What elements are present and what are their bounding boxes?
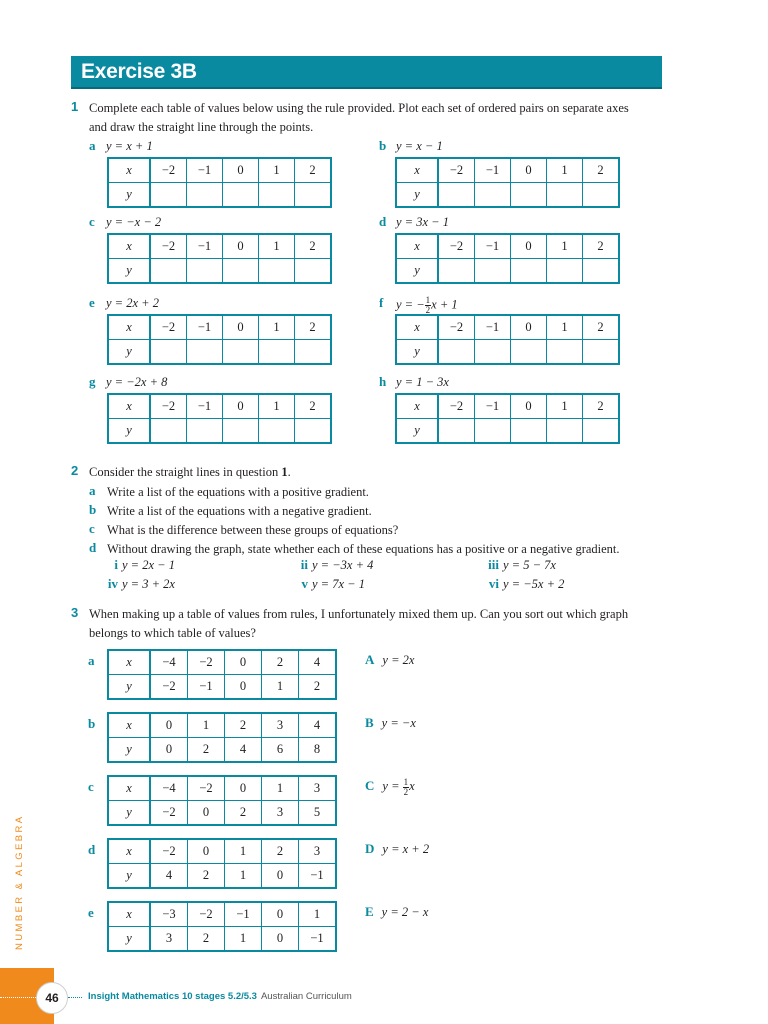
table-cell-y: −2 — [150, 801, 188, 826]
table-cell-x: 2 — [583, 234, 620, 259]
question-2-intro-end: . — [287, 465, 291, 479]
table-cell-y — [187, 419, 223, 444]
question-1-f-table — [395, 314, 620, 365]
table-cell-x: 0 — [511, 315, 547, 340]
question-3-rule — [365, 904, 428, 920]
table-cell-y — [583, 183, 620, 208]
table-cell-y — [295, 419, 332, 444]
table-cell-y: 0 — [188, 801, 225, 826]
table-cell-x: −3 — [150, 902, 188, 927]
table-row-y — [108, 259, 331, 284]
table-cell-x: −1 — [475, 394, 511, 419]
table-cell-x: −2 — [438, 234, 475, 259]
table-cell-x: 1 — [259, 158, 295, 183]
question-3-table-label: c — [88, 779, 94, 794]
fraction-numerator: 1 — [403, 777, 409, 787]
table-cell-x: 2 — [583, 315, 620, 340]
question-3-table-label: e — [88, 905, 94, 920]
table-cell-y — [511, 419, 547, 444]
table-cell-x: 2 — [262, 650, 299, 675]
question-2-item-label: c — [89, 521, 95, 536]
table-cell-x: 0 — [223, 158, 259, 183]
table-cell-x: −1 — [475, 158, 511, 183]
table-cell-x: 3 — [299, 776, 337, 801]
table-row-y — [108, 738, 336, 763]
question-1-part-label: a — [89, 138, 96, 153]
question-1-part-label: b — [379, 138, 387, 153]
question-2-equation-label: v — [301, 576, 308, 591]
question-2-number: 2 — [71, 463, 79, 478]
table-row-x — [396, 394, 619, 419]
rule-prefix: y = − — [396, 297, 425, 312]
table-header-x: x — [108, 776, 150, 801]
question-3-table-label: b — [88, 716, 96, 731]
question-1-part-label: f — [379, 295, 384, 310]
table-cell-x: 1 — [299, 902, 337, 927]
question-1-part-label: g — [89, 374, 96, 389]
table-row-y — [108, 340, 331, 365]
question-3-b-table — [107, 712, 337, 763]
table-cell-y — [259, 340, 295, 365]
question-2-item-text: Write a list of the equations with a positive gradient. — [107, 485, 369, 499]
table-cell-x: −2 — [150, 234, 187, 259]
table-cell-x: 1 — [547, 234, 583, 259]
table-cell-x: −1 — [187, 315, 223, 340]
table-row-x — [108, 158, 331, 183]
question-3-rule — [365, 778, 415, 797]
table-cell-x: −2 — [188, 650, 225, 675]
table-row-y — [396, 340, 619, 365]
table-cell-y — [223, 419, 259, 444]
table-row-x — [108, 776, 336, 801]
table-row-x — [108, 839, 336, 864]
fraction-denominator: 2 — [425, 305, 431, 315]
table-cell-x: 0 — [225, 776, 262, 801]
footer-dotted-connector — [68, 997, 82, 998]
table-cell-x: 0 — [511, 158, 547, 183]
question-1-rule: y = 3x − 1 — [396, 215, 449, 229]
table-header-y: y — [108, 675, 150, 700]
question-3-rule-equation: y = −x — [381, 716, 416, 730]
table-cell-y — [547, 340, 583, 365]
table-cell-x: 2 — [295, 315, 332, 340]
table-row-x — [108, 650, 336, 675]
table-cell-y — [583, 340, 620, 365]
question-1-part-label: h — [379, 374, 387, 389]
table-cell-y — [150, 340, 187, 365]
question-2-equation-label: iii — [488, 557, 499, 572]
question-3-a-table — [107, 649, 337, 700]
table-cell-y: 5 — [299, 801, 337, 826]
table-header-y: y — [108, 864, 150, 889]
question-2-equation: y = 2x − 1 — [122, 558, 175, 572]
question-2-equation: y = 3 + 2x — [122, 577, 175, 591]
table-cell-y: 4 — [225, 738, 262, 763]
table-header-y: y — [108, 183, 150, 208]
table-cell-x: 1 — [225, 839, 262, 864]
question-1-h-table — [395, 393, 620, 444]
table-cell-y — [511, 183, 547, 208]
table-cell-x: −4 — [150, 650, 188, 675]
table-row-y — [396, 259, 619, 284]
table-cell-y — [187, 340, 223, 365]
question-1-intro-line1: Complete each table of values below using the rule provided. Plot each set of ordered pairs on separate axes — [89, 101, 629, 115]
table-row-y — [108, 675, 336, 700]
question-3-e-table — [107, 901, 337, 952]
table-cell-x: 1 — [259, 234, 295, 259]
table-cell-x: 2 — [583, 394, 620, 419]
table-cell-y: 1 — [225, 927, 262, 952]
table-row-y — [108, 864, 336, 889]
table-row-y — [108, 801, 336, 826]
question-2-intro — [89, 463, 291, 481]
table-header-x: x — [396, 158, 438, 183]
table-cell-y — [295, 340, 332, 365]
table-cell-x: 0 — [223, 394, 259, 419]
table-row-y — [108, 419, 331, 444]
table-cell-x: 0 — [511, 394, 547, 419]
table-cell-y: −1 — [188, 675, 225, 700]
section-side-label: NUMBER & ALGEBRA — [14, 814, 25, 950]
table-cell-y — [475, 419, 511, 444]
exercise-banner — [71, 56, 662, 89]
table-cell-x: 0 — [225, 650, 262, 675]
question-1-d-table — [395, 233, 620, 284]
question-1-g-table — [107, 393, 332, 444]
table-cell-y — [475, 340, 511, 365]
table-cell-x: −2 — [150, 158, 187, 183]
table-cell-y — [223, 340, 259, 365]
table-cell-x: 1 — [547, 394, 583, 419]
table-cell-x: 4 — [299, 713, 337, 738]
table-cell-y — [150, 183, 187, 208]
table-cell-y: 2 — [188, 864, 225, 889]
question-3-rule-equation — [382, 777, 415, 797]
table-header-x: x — [108, 315, 150, 340]
table-cell-y — [583, 259, 620, 284]
question-1-a-table — [107, 157, 332, 208]
table-cell-y: 4 — [150, 864, 188, 889]
table-cell-y — [223, 259, 259, 284]
question-1-number: 1 — [71, 99, 79, 114]
table-cell-y — [223, 183, 259, 208]
table-cell-y: 0 — [262, 927, 299, 952]
question-3-intro-line1: When making up a table of values from rules, I unfortunately mixed them up. Can you sort out which graph — [89, 607, 629, 621]
table-cell-y: 3 — [150, 927, 188, 952]
table-cell-x: −1 — [187, 158, 223, 183]
table-cell-y — [187, 259, 223, 284]
table-cell-y — [438, 259, 475, 284]
table-header-x: x — [108, 234, 150, 259]
question-2-equation-label: ii — [300, 557, 308, 572]
question-1-part-label: e — [89, 295, 95, 310]
table-cell-y — [547, 419, 583, 444]
table-cell-x: 1 — [259, 315, 295, 340]
table-cell-y — [475, 259, 511, 284]
table-cell-x: −1 — [225, 902, 262, 927]
table-cell-x: 0 — [223, 315, 259, 340]
table-cell-x: −2 — [188, 776, 225, 801]
question-3-rule — [365, 841, 429, 857]
question-1-e-table — [107, 314, 332, 365]
question-2-equation: y = 5 − 7x — [503, 558, 556, 572]
table-cell-y — [259, 259, 295, 284]
table-cell-y: 3 — [262, 801, 299, 826]
table-cell-y — [475, 183, 511, 208]
question-2-item-label: a — [89, 483, 96, 498]
question-3-intro-line2: belongs to which table of values? — [89, 626, 256, 640]
table-row-x — [396, 158, 619, 183]
table-cell-y — [295, 259, 332, 284]
table-row-y — [396, 183, 619, 208]
table-header-y: y — [396, 340, 438, 365]
table-row-y — [108, 927, 336, 952]
table-cell-x: −2 — [438, 394, 475, 419]
table-header-x: x — [108, 158, 150, 183]
question-3-rule-label: E — [365, 904, 374, 919]
table-cell-y — [150, 419, 187, 444]
table-cell-y — [295, 183, 332, 208]
table-cell-x: −1 — [187, 394, 223, 419]
table-cell-y: −1 — [299, 864, 337, 889]
table-row-x — [108, 315, 331, 340]
question-1-rule: y = 2x + 2 — [106, 296, 159, 310]
table-header-y: y — [108, 259, 150, 284]
table-cell-y — [438, 419, 475, 444]
table-header-y: y — [108, 340, 150, 365]
table-cell-x: 0 — [150, 713, 188, 738]
table-row-x — [108, 394, 331, 419]
question-2-item-label: d — [89, 540, 97, 555]
table-cell-x: 1 — [547, 158, 583, 183]
table-cell-y: 0 — [225, 675, 262, 700]
table-header-y: y — [108, 801, 150, 826]
question-3-rule-label: D — [365, 841, 375, 856]
table-cell-x: 2 — [295, 158, 332, 183]
question-2-equation-label: i — [114, 557, 118, 572]
table-cell-x: 1 — [188, 713, 225, 738]
question-2-equation-label: vi — [488, 576, 499, 591]
question-2-equation: y = 7x − 1 — [312, 577, 365, 591]
table-cell-x: 1 — [259, 394, 295, 419]
table-row-y — [108, 183, 331, 208]
table-cell-y — [259, 183, 295, 208]
table-row-y — [396, 419, 619, 444]
table-cell-x: 3 — [299, 839, 337, 864]
question-3-table-label: d — [88, 842, 96, 857]
rule-suffix: x — [409, 779, 415, 794]
question-3-rule-label: C — [365, 778, 375, 794]
table-cell-y: 2 — [188, 738, 225, 763]
table-cell-y: −2 — [150, 675, 188, 700]
table-header-y: y — [108, 927, 150, 952]
table-cell-y: −1 — [299, 927, 337, 952]
table-header-x: x — [108, 902, 150, 927]
footer-book-title: Insight Mathematics 10 stages 5.2/5.3 — [88, 991, 257, 1002]
question-2-equation: y = −5x + 2 — [503, 577, 565, 591]
question-3-c-table — [107, 775, 337, 826]
table-cell-y — [187, 183, 223, 208]
table-row-x — [108, 234, 331, 259]
table-cell-y: 0 — [150, 738, 188, 763]
table-cell-y: 2 — [188, 927, 225, 952]
rule-prefix: y = — [382, 779, 403, 794]
table-cell-x: 0 — [262, 902, 299, 927]
table-cell-x: −2 — [150, 394, 187, 419]
question-3-rule — [365, 652, 414, 668]
table-header-x: x — [108, 650, 150, 675]
question-2-item-text: Write a list of the equations with a negative gradient. — [107, 504, 372, 518]
table-cell-x: −2 — [438, 158, 475, 183]
question-1-rule: y = 1 − 3x — [396, 375, 449, 389]
question-2-equation-label: iv — [107, 576, 118, 591]
table-cell-x: 2 — [225, 713, 262, 738]
question-2-item-text: Without drawing the graph, state whether each of these equations has a positive or a negative gradient. — [107, 542, 620, 556]
table-cell-x: 2 — [295, 394, 332, 419]
table-cell-y: 1 — [225, 864, 262, 889]
table-cell-y: 6 — [262, 738, 299, 763]
table-cell-y: 2 — [299, 675, 337, 700]
table-cell-y — [547, 259, 583, 284]
question-3-rule-equation: y = x + 2 — [382, 842, 430, 856]
question-1-rule: y = x − 1 — [396, 139, 443, 153]
question-1-part-label: c — [89, 214, 95, 229]
question-2-item-text: What is the difference between these groups of equations? — [107, 523, 399, 537]
table-cell-y — [583, 419, 620, 444]
table-cell-y: 2 — [225, 801, 262, 826]
table-cell-y — [259, 419, 295, 444]
question-2-item-label: b — [89, 502, 97, 517]
table-header-y: y — [396, 259, 438, 284]
table-cell-x: −1 — [187, 234, 223, 259]
footer-text — [88, 991, 352, 1002]
table-cell-x: 2 — [295, 234, 332, 259]
question-1-part-label: d — [379, 214, 387, 229]
footer-dotted-line — [0, 997, 36, 998]
question-2-intro-ref: 1 — [281, 465, 288, 479]
table-header-x: x — [396, 315, 438, 340]
table-cell-x: −2 — [150, 839, 188, 864]
table-cell-x: −1 — [475, 315, 511, 340]
table-cell-y — [438, 340, 475, 365]
table-cell-x: 2 — [262, 839, 299, 864]
table-header-y: y — [396, 183, 438, 208]
table-cell-x: 0 — [188, 839, 225, 864]
table-header-x: x — [396, 234, 438, 259]
table-header-x: x — [108, 394, 150, 419]
table-header-y: y — [396, 419, 438, 444]
question-1-rule: y = x + 1 — [106, 139, 153, 153]
table-header-y: y — [108, 738, 150, 763]
question-3-rule-label: B — [365, 715, 374, 730]
rule-suffix: x + 1 — [431, 297, 458, 312]
table-row-x — [396, 315, 619, 340]
table-cell-x: 4 — [299, 650, 337, 675]
table-header-x: x — [108, 713, 150, 738]
table-cell-x: 0 — [511, 234, 547, 259]
question-1-b-table — [395, 157, 620, 208]
question-1-c-table — [107, 233, 332, 284]
table-row-x — [108, 713, 336, 738]
table-cell-x: 2 — [583, 158, 620, 183]
question-3-d-table — [107, 838, 337, 889]
table-cell-x: 0 — [223, 234, 259, 259]
table-cell-y: 0 — [262, 864, 299, 889]
table-cell-y — [547, 183, 583, 208]
table-cell-y: 8 — [299, 738, 337, 763]
table-cell-y — [511, 259, 547, 284]
question-3-rule — [365, 715, 416, 731]
question-3-rule-equation: y = 2x — [382, 653, 415, 667]
question-3-rule-label: A — [365, 652, 375, 667]
table-cell-x: −2 — [438, 315, 475, 340]
question-2-intro-text: Consider the straight lines in question — [89, 465, 282, 479]
table-cell-x: 3 — [262, 713, 299, 738]
table-header-x: x — [108, 839, 150, 864]
table-cell-x: −4 — [150, 776, 188, 801]
table-cell-x: −2 — [150, 315, 187, 340]
table-cell-x: −1 — [475, 234, 511, 259]
question-3-number: 3 — [71, 605, 79, 620]
table-header-x: x — [396, 394, 438, 419]
table-row-x — [108, 902, 336, 927]
table-cell-y: 1 — [262, 675, 299, 700]
question-1-intro-line2: and draw the straight line through the points. — [89, 120, 314, 134]
table-cell-x: −2 — [188, 902, 225, 927]
fraction-denominator: 2 — [403, 787, 409, 797]
table-cell-y — [511, 340, 547, 365]
question-1-rule: y = −x − 2 — [106, 215, 162, 229]
question-3-table-label: a — [88, 653, 95, 668]
question-3-rule-equation: y = 2 − x — [381, 905, 429, 919]
table-header-y: y — [108, 419, 150, 444]
page-number: 46 — [36, 982, 68, 1014]
table-cell-y — [150, 259, 187, 284]
fraction-numerator: 1 — [425, 295, 431, 305]
table-cell-x: 1 — [262, 776, 299, 801]
table-cell-y — [438, 183, 475, 208]
exercise-title: Exercise 3B — [81, 60, 197, 83]
question-2-equation: y = −3x + 4 — [312, 558, 374, 572]
footer-curriculum: Australian Curriculum — [260, 991, 352, 1002]
question-1-rule — [396, 296, 458, 315]
table-row-x — [396, 234, 619, 259]
table-cell-x: 1 — [547, 315, 583, 340]
question-1-rule: y = −2x + 8 — [106, 375, 168, 389]
